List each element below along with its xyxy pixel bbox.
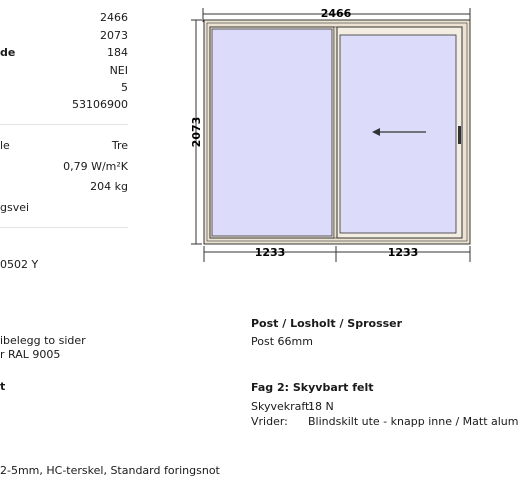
section-heading: t	[0, 380, 6, 393]
right-width-label: 1233	[387, 246, 419, 259]
fag2-heading: Fag 2: Skyvbart felt	[251, 381, 374, 394]
height-label: 2073	[190, 116, 203, 148]
spec-value: 0,79 W/m²K	[63, 160, 128, 173]
detail-line: ibelegg to sider	[0, 334, 86, 347]
spec-label: le	[0, 139, 10, 152]
spec-value: 184	[107, 46, 128, 59]
color-code: 0502 Y	[0, 258, 39, 271]
section-divider	[0, 124, 128, 125]
left-width-label: 1233	[254, 246, 286, 259]
door-drawing	[188, 0, 480, 270]
width-label: 2466	[320, 7, 352, 20]
spec-label: de	[0, 46, 16, 59]
force-label: Skyvekraft:	[251, 400, 314, 413]
detail-line: 2-5mm, HC-terskel, Standard foringsnot	[0, 464, 220, 477]
handle-label: Vrider:	[251, 415, 288, 428]
spec-label: gsvei	[0, 201, 30, 214]
force-value: 18 N	[308, 400, 334, 413]
post-heading: Post / Losholt / Sprosser	[251, 317, 403, 330]
spec-value: 53106900	[72, 98, 128, 111]
detail-line: r RAL 9005	[0, 348, 61, 361]
spec-value: NEI	[109, 64, 128, 77]
spec-value: 2466	[100, 11, 128, 24]
post-value: Post 66mm	[251, 335, 313, 348]
handle-icon	[458, 126, 461, 144]
spec-value: 5	[121, 81, 128, 94]
handle-value: Blindskilt ute - knapp inne / Matt alum	[308, 415, 519, 428]
fixed-pane-glass	[212, 29, 332, 236]
spec-value: 204 kg	[90, 180, 128, 193]
section-divider	[0, 227, 128, 228]
spec-value: 2073	[100, 29, 128, 42]
sliding-pane-glass	[340, 35, 456, 233]
spec-value: Tre	[111, 139, 128, 152]
